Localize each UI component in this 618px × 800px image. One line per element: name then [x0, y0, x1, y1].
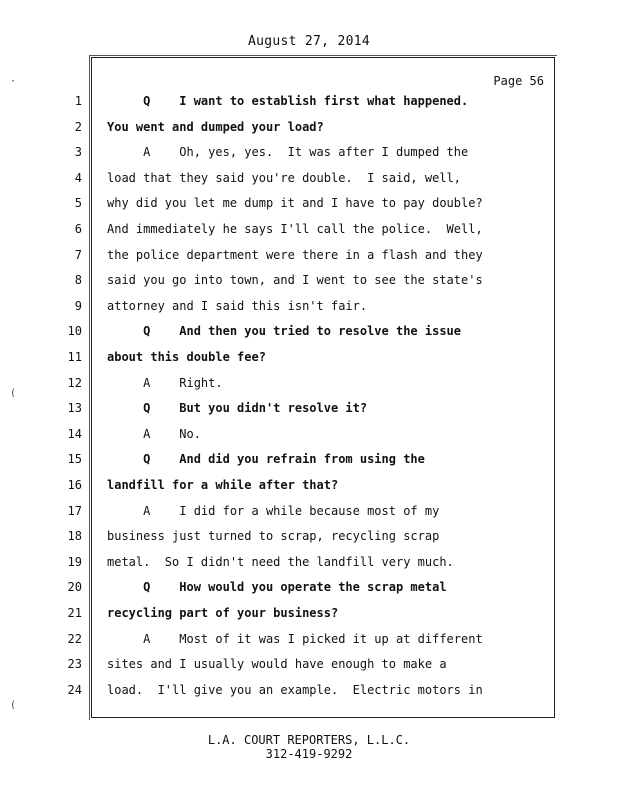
line-number: 22: [67, 632, 82, 646]
footer-company: L.A. COURT REPORTERS, L.L.C.: [207, 733, 411, 747]
footer-phone: 312-419-9292: [265, 747, 353, 761]
answer-line: load. I'll give you an example. Electric motors in: [107, 683, 483, 697]
line-number: 18: [67, 529, 82, 543]
scan-speck: ·: [10, 76, 17, 87]
page-number: Page 56: [493, 74, 544, 88]
answer-line: attorney and I said this isn't fair.: [107, 299, 368, 313]
line-number: 21: [67, 606, 82, 620]
line-number: 24: [67, 683, 82, 697]
answer-line: metal. So I didn't need the landfill very much.: [107, 555, 454, 569]
question-line: recycling part of your business?: [107, 606, 339, 620]
answer-line: the police department were there in a flash and they: [107, 248, 483, 262]
answer-line: business just turned to scrap, recycling scrap: [107, 529, 440, 543]
answer-line: And immediately he says I'll call the police. Well,: [107, 222, 483, 236]
question-line: about this double fee?: [107, 350, 266, 364]
scan-speck: (: [10, 700, 17, 711]
line-number: 8: [74, 273, 82, 287]
line-number: 16: [67, 478, 82, 492]
scan-speck: (: [10, 388, 17, 399]
line-number: 14: [67, 427, 82, 441]
question-line: landfill for a while after that?: [107, 478, 339, 492]
line-number: 7: [74, 248, 82, 262]
line-number: 2: [74, 120, 82, 134]
line-number: 4: [74, 171, 82, 185]
header-date: August 27, 2014: [248, 34, 370, 49]
line-number: 23: [67, 657, 82, 671]
line-number: 11: [67, 350, 82, 364]
line-number: 3: [74, 145, 82, 159]
question-line: Q And did you refrain from using the: [107, 452, 425, 466]
answer-line: A Most of it was I picked it up at different: [107, 632, 483, 646]
line-number: 6: [74, 222, 82, 236]
line-number: 10: [67, 324, 82, 338]
line-number: 9: [74, 299, 82, 313]
answer-line: A Right.: [107, 376, 223, 390]
line-number: 17: [67, 504, 82, 518]
answer-line: load that they said you're double. I said, well,: [107, 171, 462, 185]
line-number: 13: [67, 401, 82, 415]
answer-line: A I did for a while because most of my: [107, 504, 440, 518]
line-number: 20: [67, 580, 82, 594]
answer-line: A No.: [107, 427, 201, 441]
line-number: 5: [74, 196, 82, 210]
question-line: Q And then you tried to resolve the issue: [107, 324, 462, 338]
line-number: 19: [67, 555, 82, 569]
question-line: You went and dumped your load?: [107, 120, 324, 134]
answer-line: said you go into town, and I went to see the state's: [107, 273, 483, 287]
line-number: 12: [67, 376, 82, 390]
question-line: Q But you didn't resolve it?: [107, 401, 368, 415]
line-number: 15: [67, 452, 82, 466]
line-number: 1: [74, 94, 82, 108]
answer-line: sites and I usually would have enough to make a: [107, 657, 447, 671]
answer-line: A Oh, yes, yes. It was after I dumped the: [107, 145, 469, 159]
answer-line: why did you let me dump it and I have to pay double?: [107, 196, 483, 210]
question-line: Q How would you operate the scrap metal: [107, 580, 447, 594]
question-line: Q I want to establish first what happened.: [107, 94, 469, 108]
